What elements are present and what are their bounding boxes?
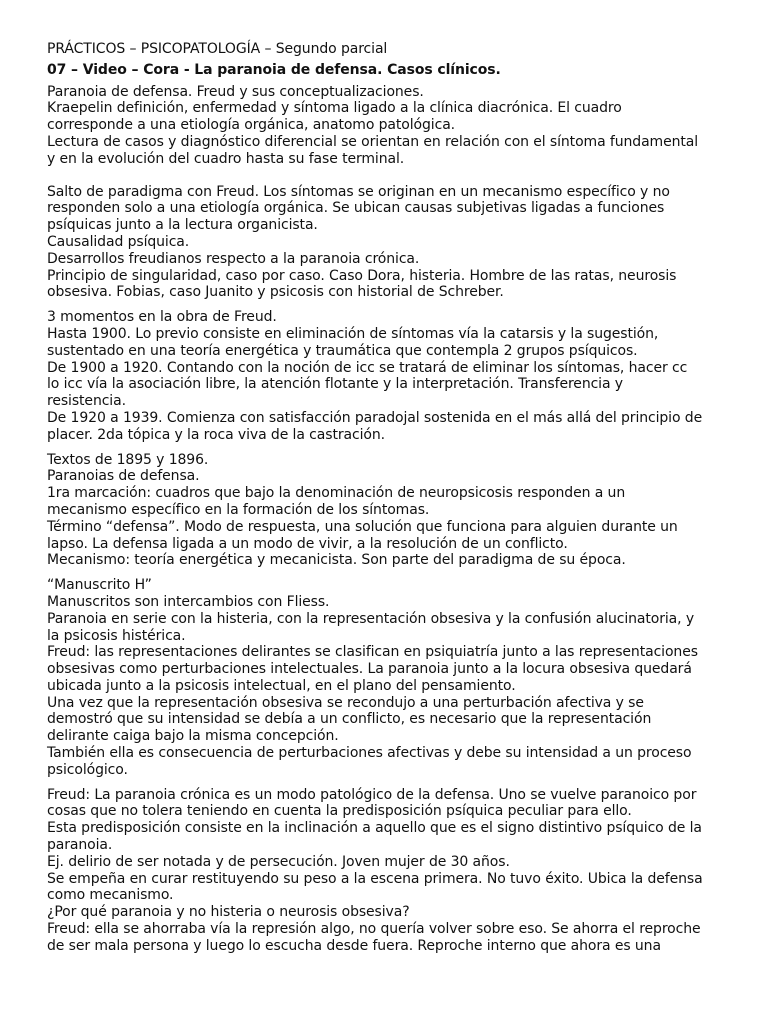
text-line: responden solo a una etiología orgánica. Se ubican causas subjetivas ligadas a funciones bbox=[47, 200, 665, 217]
text-line: demostró que su intensidad se debía a un conflicto, es necesario que la representación bbox=[47, 711, 652, 728]
text-line: De 1920 a 1939. Comienza con satisfacción paradojal sostenida en el más allá del principio de bbox=[47, 409, 703, 426]
paragraph-gap bbox=[47, 444, 737, 452]
paragraph bbox=[47, 84, 737, 168]
text-line: lapso. La defensa ligada a un modo de vivir, a la resolución de un conflicto. bbox=[47, 535, 568, 552]
paragraph bbox=[47, 787, 737, 955]
text-line: Hasta 1900. Lo previo consiste en eliminación de síntomas vía la catarsis y la sugestión, bbox=[47, 325, 659, 342]
text-line: la psicosis histérica. bbox=[47, 627, 186, 644]
paragraph-gap bbox=[47, 779, 737, 787]
text-line: 1ra marcación: cuadros que bajo la denominación de neuropsicosis responden a un bbox=[47, 485, 626, 502]
text-line: Principio de singularidad, caso por caso. Caso Dora, histeria. Hombre de las ratas, neurosis bbox=[47, 267, 677, 284]
text-line: sustentado en una teoría energética y traumática que contempla 2 grupos psíquicos. bbox=[47, 342, 638, 359]
text-line: También ella es consecuencia de perturbaciones afectivas y debe su intensidad a un proceso bbox=[47, 745, 692, 762]
text-line: Freud: ella se ahorraba vía la represión algo, no quería volver sobre eso. Se ahorra el reproche bbox=[47, 921, 701, 938]
text-line: Ej. delirio de ser notada y de persecución. Joven mujer de 30 años. bbox=[47, 853, 510, 870]
text-line: 3 momentos en la obra de Freud. bbox=[47, 309, 277, 326]
text-line: resistencia. bbox=[47, 393, 126, 410]
text-line: obsesivas como perturbaciones intelectuales. La paranoia junto a la locura obsesiva quedará bbox=[47, 661, 692, 678]
text-line: obsesiva. Fobias, caso Juanito y psicosis con historial de Schreber. bbox=[47, 284, 504, 301]
text-line: psíquicas junto a la lectura organicista. bbox=[47, 217, 318, 234]
paragraph bbox=[47, 184, 737, 302]
text-line: Paranoia en serie con la histeria, con la representación obsesiva y la confusión alucinatoria, y bbox=[47, 610, 695, 627]
text-line: Lectura de casos y diagnóstico diferencial se orientan en relación con el síntoma fundamental bbox=[47, 133, 699, 150]
text-line: como mecanismo. bbox=[47, 887, 174, 904]
text-line: Paranoia de defensa. Freud y sus conceptualizaciones. bbox=[47, 83, 424, 100]
document-body bbox=[47, 84, 737, 955]
paragraph bbox=[47, 452, 737, 570]
text-line: Una vez que la representación obsesiva se recondujo a una perturbación afectiva y se bbox=[47, 694, 644, 711]
text-line: de ser mala persona y luego lo escucha desde fuera. Reproche interno que ahora es una bbox=[47, 937, 661, 954]
paragraph-gap bbox=[47, 569, 737, 577]
paragraph bbox=[47, 309, 737, 443]
text-line: delirante caiga bajo la misma concepción. bbox=[47, 728, 339, 745]
text-line: Se empeña en curar restituyendo su peso a la escena primera. No tuvo éxito. Ubica la defensa bbox=[47, 870, 703, 887]
text-line: Desarrollos freudianos respecto a la paranoia crónica. bbox=[47, 250, 420, 267]
paragraph bbox=[47, 577, 737, 779]
text-line: y en la evolución del cuadro hasta su fase terminal. bbox=[47, 150, 405, 167]
paragraph-gap bbox=[47, 168, 737, 184]
text-line: paranoia. bbox=[47, 837, 113, 854]
text-line: Freud: La paranoia crónica es un modo patológico de la defensa. Uno se vuelve paranoico por bbox=[47, 786, 697, 803]
text-line: Mecanismo: teoría energética y mecanicista. Son parte del paradigma de su época. bbox=[47, 552, 626, 569]
text-line: placer. 2da tópica y la roca viva de la castración. bbox=[47, 426, 385, 443]
text-line: Término “defensa”. Modo de respuesta, una solución que funciona para alguien durante un bbox=[47, 518, 678, 535]
text-line: “Manuscrito H” bbox=[47, 577, 152, 594]
text-line: Paranoias de defensa. bbox=[47, 468, 200, 485]
text-line: De 1900 a 1920. Contando con la noción de icc se tratará de eliminar los síntomas, hacer cc bbox=[47, 359, 688, 376]
text-line: cosas que no tolera teniendo en cuenta la predisposición psíquica peculiar para ello. bbox=[47, 803, 632, 820]
text-line: ubicada junto a la psicosis intelectual, en el plano del pensamiento. bbox=[47, 677, 516, 694]
text-line: Textos de 1895 y 1896. bbox=[47, 451, 209, 468]
text-line: lo icc vía la asociación libre, la atención flotante y la interpretación. Transferencia y bbox=[47, 376, 623, 393]
text-line: Manuscritos son intercambios con Fliess. bbox=[47, 593, 330, 610]
document-header: PRÁCTICOS – PSICOPATOLOGÍA – Segundo parcial bbox=[47, 41, 388, 57]
text-line: psicológico. bbox=[47, 761, 128, 778]
text-line: ¿Por qué paranoia y no histeria o neurosis obsesiva? bbox=[47, 904, 410, 921]
text-line: mecanismo específico en la formación de los síntomas. bbox=[47, 501, 430, 518]
text-line: corresponde a una etiología orgánica, anatomo patológica. bbox=[47, 117, 456, 134]
text-line: Kraepelin definición, enfermedad y síntoma ligado a la clínica diacrónica. El cuadro bbox=[47, 100, 622, 117]
document-subtitle: 07 – Video – Cora - La paranoia de defensa. Casos clínicos. bbox=[47, 61, 501, 78]
text-line: Freud: las representaciones delirantes se clasifican en psiquiatría junto a las representaciones bbox=[47, 644, 698, 661]
text-line: Esta predisposición consiste en la inclinación a aquello que es el signo distintivo psíquico de la bbox=[47, 820, 702, 837]
text-line: Salto de paradigma con Freud. Los síntomas se originan en un mecanismo específico y no bbox=[47, 183, 670, 200]
text-line: Causalidad psíquica. bbox=[47, 233, 190, 250]
paragraph-gap bbox=[47, 301, 737, 309]
document-page bbox=[47, 41, 737, 955]
